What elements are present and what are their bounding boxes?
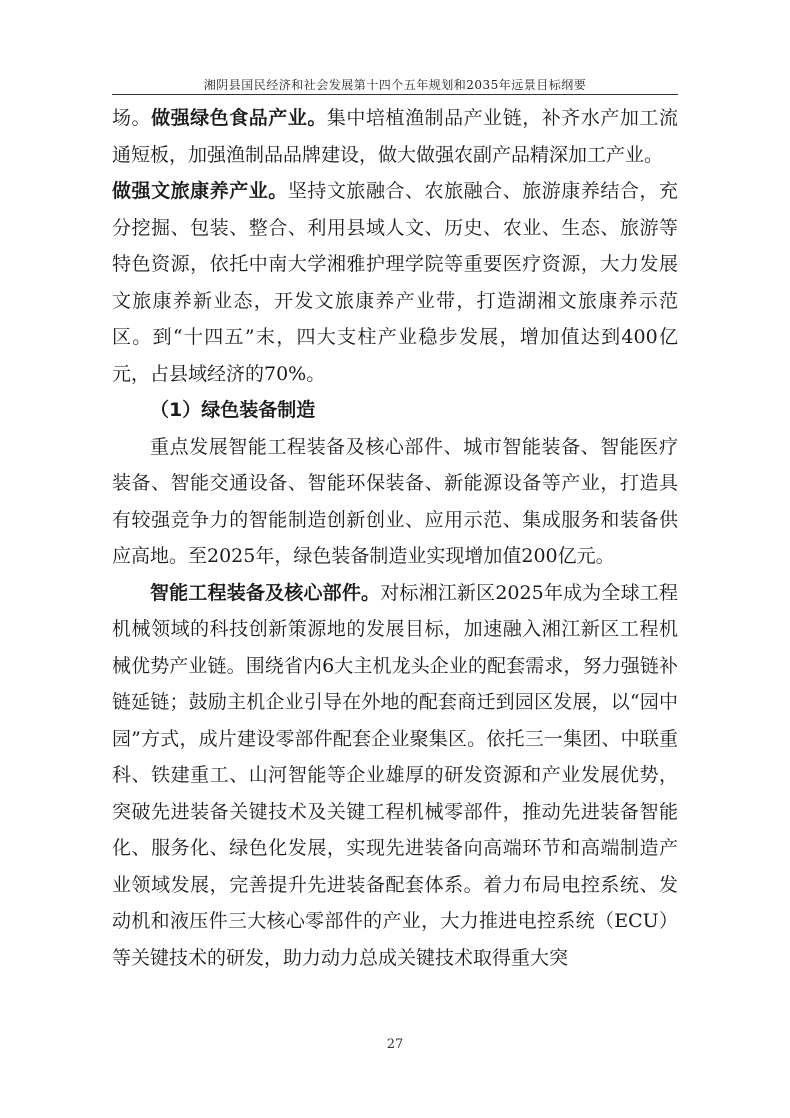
- section-subheading: （1）绿色装备制造: [150, 399, 316, 421]
- paragraph-green-food: [112, 100, 678, 173]
- paragraph-text: 对标湘江新区2025年成为全球工程机械领域的科技创新策源地的发展目标，加速融入湘江新区工程机械优势产业链。围绕省内6大主机龙头企业的配套需求，努力强链补链延链；鼓励主机企业引导在外地的配套商迁到园区发展，以“园中园”方式，成片建设零部件配套企业聚集区。依托三一集团、中联重科、铁建重工、山河智能等企业雄厚的研发资源和产业发展优势，突破先进装备关键技术及关键工程机械零部件，推动先进装备智能化、服务化、绿色化发展，实现先进装备向高端环节和高端制造产业领域发展，完善提升先进装备配套体系。着力布局电控系统、发动机和液压件三大核心零部件的产业，大力推进电控系统（ECU）等关键技术的研发，助力动力总成关键技术取得重大突: [112, 581, 678, 969]
- header-divider: [112, 94, 678, 95]
- document-body: [112, 100, 678, 976]
- bold-heading-smart-engineering: 智能工程装备及核心部件。: [150, 581, 381, 604]
- paragraph-cultural-tourism: [112, 173, 678, 392]
- paragraph-green-equipment: 重点发展智能工程装备及核心部件、城市智能装备、智能医疗装备、智能交通设备、智能环保装备、新能源设备等产业，打造具有较强竞争力的智能制造创新创业、应用示范、集成服务和装备供应高地。至2025年，绿色装备制造业实现增加值200亿元。: [112, 435, 678, 567]
- paragraph-text: 集中培植渔制品产业链，补齐水产加工流通短板，加强渔制品品牌建设，做大做强农副产品精深加工产业。: [112, 107, 678, 166]
- page-number: 27: [386, 1037, 404, 1052]
- bold-heading-cultural-tourism: 做强文旅康养产业。: [112, 180, 288, 202]
- running-header: 湘阴县国民经济和社会发展第十四个五年规划和2035年远景目标纲要: [203, 78, 587, 92]
- paragraph-lead: 场。: [112, 107, 152, 129]
- paragraph-text: 坚持文旅融合、农旅融合、旅游康养结合，充分挖掘、包装、整合、利用县域人文、历史、农业、生态、旅游等特色资源，依托中南大学湘雅护理学院等重要医疗资源，大力发展文旅康养新业态，开发文旅康养产业带，打造湖湘文旅康养示范区。到“十四五”末，四大支柱产业稳步发展，增加值达到400亿元，占县域经济的70%。: [112, 180, 678, 385]
- paragraph-smart-engineering: [112, 575, 678, 977]
- bold-heading-green-food: 做强绿色食品产业。: [151, 107, 327, 129]
